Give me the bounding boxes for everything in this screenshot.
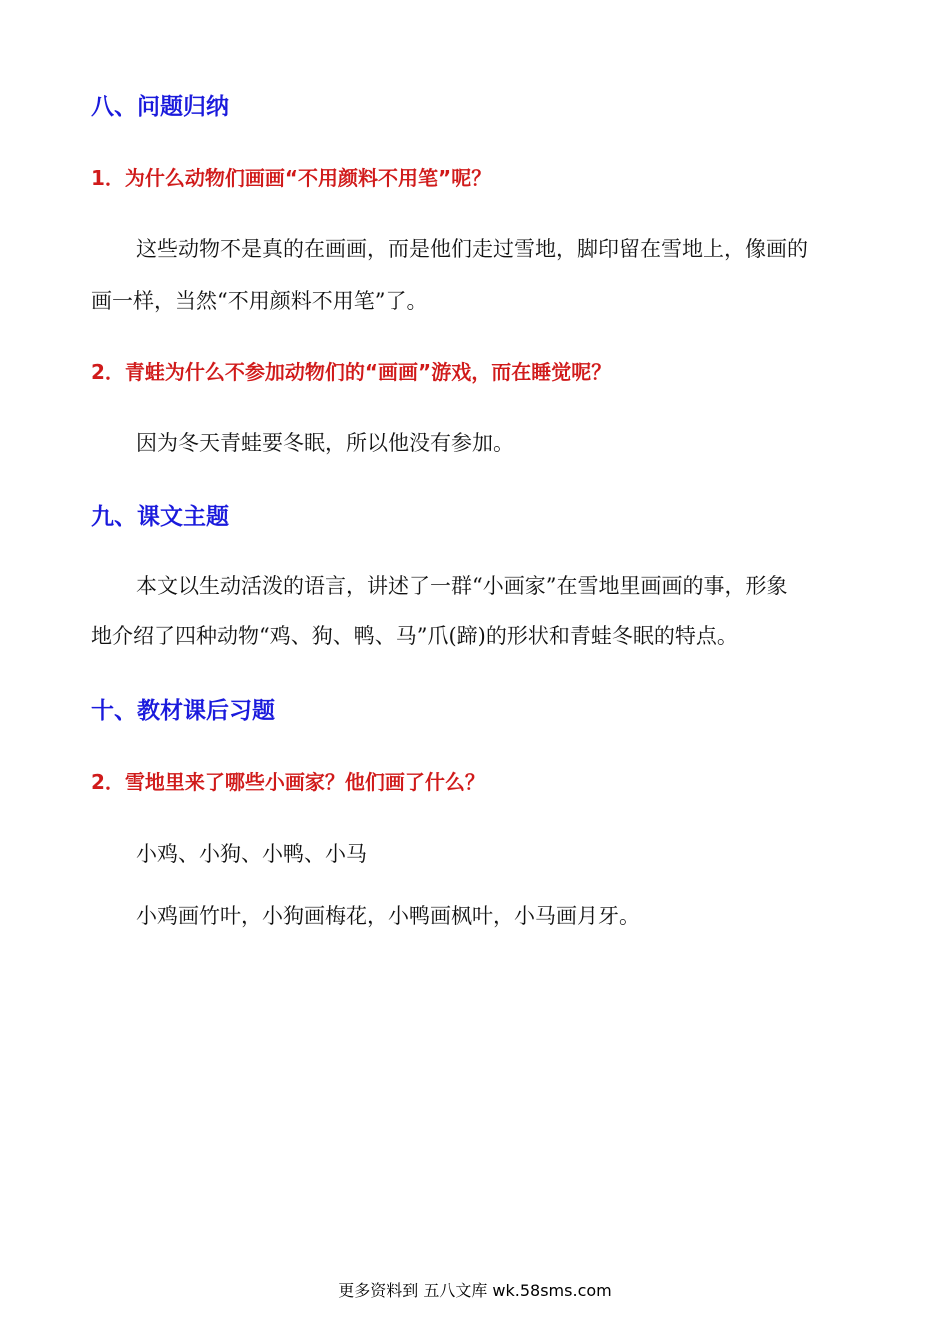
theme-body-line-2: 地介绍了四种动物“鸡、狗、鸭、马”爪(蹄)的形状和青蛙冬眠的特点。	[91, 624, 738, 648]
footer-link-text[interactable]: 更多资料到 五八文库 wk.58sms.com	[338, 1281, 612, 1300]
answer-2-line-1: 因为冬天青蛙要冬眠，所以他没有参加。	[136, 431, 514, 455]
exercise-question-2: 2．雪地里来了哪些小画家？他们画了什么？	[91, 770, 485, 794]
exercise-answer-line-1: 小鸡、小狗、小鸭、小马	[136, 842, 367, 866]
theme-body-line-1: 本文以生动活泼的语言，讲述了一群“小画家”在雪地里画画的事，形象	[136, 574, 788, 598]
answer-1-line-1: 这些动物不是真的在画画，而是他们走过雪地，脚印留在雪地上，像画的	[136, 237, 808, 261]
exercise-answer-line-2: 小鸡画竹叶，小狗画梅花，小鸭画枫叶，小马画月牙。	[136, 904, 640, 928]
question-1: 1．为什么动物们画画“不用颜料不用笔”呢？	[91, 166, 492, 190]
question-2: 2．青蛙为什么不参加动物们的“画画”游戏，而在睡觉呢？	[91, 360, 612, 384]
section-heading-problem-summary: 八、问题归纳	[91, 94, 229, 120]
section-heading-text-theme: 九、课文主题	[91, 504, 229, 530]
section-heading-exercises: 十、教材课后习题	[91, 698, 275, 724]
answer-1-line-2: 画一样，当然“不用颜料不用笔”了。	[91, 289, 428, 313]
